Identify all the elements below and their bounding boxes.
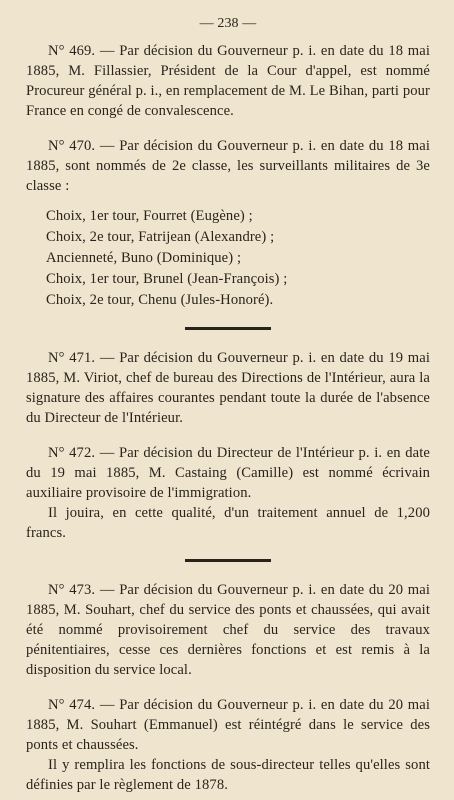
promotion-list-item: Choix, 2e tour, Chenu (Jules-Honoré). <box>46 292 274 308</box>
entry-473-paragraph: N° 473. — Par décision du Gouverneur p. i. en date du 20 mai 1885, M. Souhart, chef du service des ponts et chaussées, qui avait été nommé provisoirement chef du service des travaux pénitentiaires, cesse ces dernières fonctions et est remis à la disposition du service local. <box>26 582 430 678</box>
section-divider <box>185 327 271 330</box>
entry-473 <box>26 580 430 680</box>
promotion-list-item: Choix, 2e tour, Fatrijean (Alexandre) ; <box>46 229 275 245</box>
entry-472-paragraph-2: Il jouira, en cette qualité, d'un traitement annuel de 1,200 francs. <box>26 505 430 541</box>
entry-472-paragraph: N° 472. — Par décision du Directeur de l'Intérieur p. i. en date du 19 mai 1885, M. Castaing (Camille) est nommé écrivain auxiliaire provisoire de l'immigration. <box>26 445 430 501</box>
entry-469-paragraph: N° 469. — Par décision du Gouverneur p. i. en date du 18 mai 1885, M. Fillassier, Président de la Cour d'appel, est nommé Procureur général p. i., en remplacement de M. Le Bihan, parti pour France en congé de convalescence. <box>26 43 430 119</box>
entry-471-paragraph: N° 471. — Par décision du Gouverneur p. i. en date du 19 mai 1885, M. Viriot, chef de bureau des Directions de l'Intérieur, aura la signature des affaires courantes pendant toute la durée de l'absence du Directeur de l'Intérieur. <box>26 350 430 426</box>
entry-472 <box>26 443 430 543</box>
promotion-list-item: Choix, 1er tour, Brunel (Jean-François) ; <box>46 271 288 287</box>
entry-470-paragraph: N° 470. — Par décision du Gouverneur p. i. en date du 18 mai 1885, sont nommés de 2e classe, les surveillants militaires de 3e classe : <box>26 138 430 194</box>
entry-474 <box>26 695 430 795</box>
entry-469 <box>26 41 430 121</box>
promotion-list-item: Choix, 1er tour, Fourret (Eugène) ; <box>46 208 253 224</box>
entry-474-paragraph-2: Il y remplira les fonctions de sous-directeur telles qu'elles sont définies par le règlement de 1878. <box>26 757 430 793</box>
section-divider <box>185 559 271 562</box>
entry-471 <box>26 348 430 428</box>
page-number: — 238 — <box>199 16 257 31</box>
entry-470 <box>26 136 430 311</box>
entry-474-paragraph: N° 474. — Par décision du Gouverneur p. i. en date du 20 mai 1885, M. Souhart (Emmanuel) est réintégré dans le service des ponts et chaussées. <box>26 697 430 753</box>
promotion-list-item: Ancienneté, Buno (Dominique) ; <box>46 250 242 266</box>
